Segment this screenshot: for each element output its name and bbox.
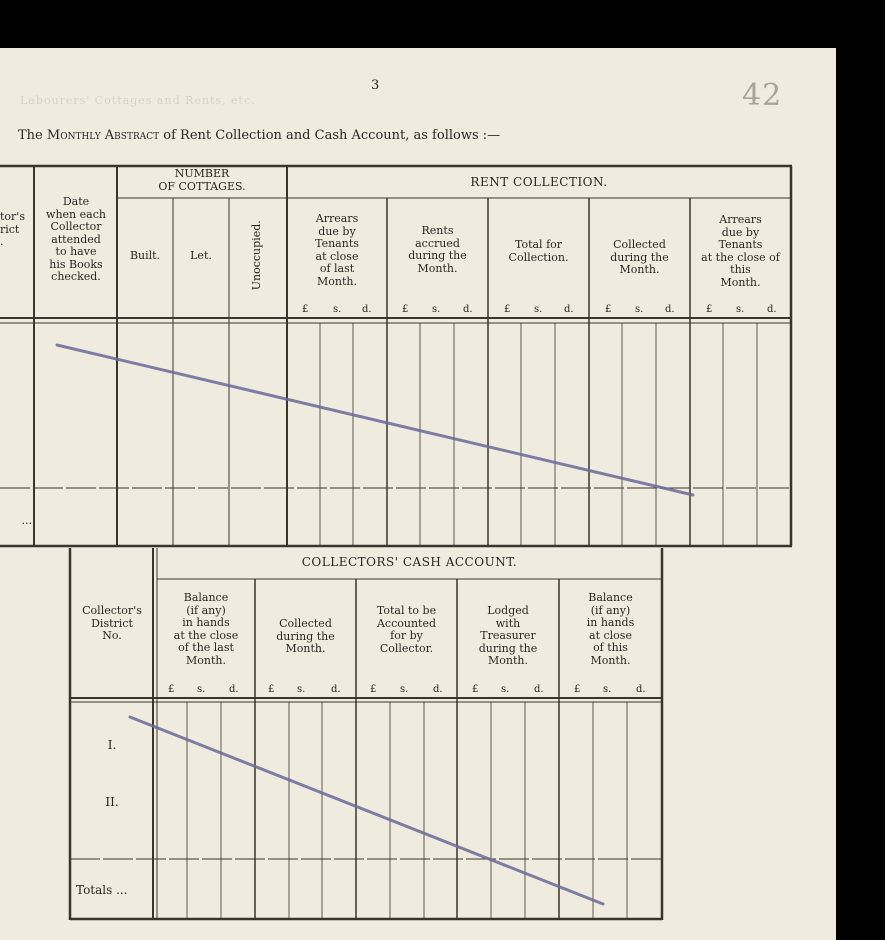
row-district-1: I. [107,738,117,752]
rent-collection-header: RENT COLLECTION. [470,175,608,189]
rent-col-total: Total for Collection. [508,238,569,264]
document-page: 3 42 Labourers' Cottages and Rents, etc. The Monthly Abstract of Rent Collection and Cash Account, as follows :— tor's rict . Date when each Collector attended to have his Books checked. NUMBER OF COTTAGES. RENT COLLECTION. Built. Let. Unoccupied. Arrears due by Tenants at close of last Month. Rents accrued during the Month. Total for Collection. Collected during the Month. Arrears due by Tenants at the close of this Month. £ s. d. £ s. d. £ s. d. £ s. d. £ s. d. ... COLLECTORS' CASH ACCOUNT. Collector's District No. Balance (if any) in hands at the close of the last Month. Collected during the Month. Total to be Accounted for by Collector. Lodged with Treasurer during the Month. Balance (if any) in hands at close of this Month. £ s. d. £ s. d. £ s. d. £ s. d. £ s. d. I. II. Totals ... [0,48,836,940]
cash-col-lodged: Lodged with Treasurer during the Month. [478,604,538,667]
rent-col-collected: Collected during the Month. [610,238,669,276]
cash-col-total-accounted: Total to be Accounted for by Collector. [376,604,437,655]
cash-col-balance-last: Balance (if any) in hands at the close of the last Month. [173,591,239,667]
rent-col-accrued: Rents accrued during the Month. [408,224,467,275]
intro-line: The Monthly Abstract of Rent Collection and Cash Account, as follows :— [18,128,501,143]
rent-col-arrears-this: Arrears due by Tenants at the close of this Month. [701,213,780,289]
page-number: 3 [371,78,380,93]
cash-account-title: COLLECTORS' CASH ACCOUNT. [301,555,518,569]
unoccupied-header: Unoccupied. [249,220,263,291]
collector-district-header: tor's rict . [0,210,25,248]
cash-col-balance-this: Balance (if any) in hands at close of this Month. [586,591,635,667]
cash-col-collected: Collected during the Month. [276,617,335,655]
bleed-through-text: Labourers' Cottages and Rents, etc. [20,94,256,107]
date-header: Date when each Collector attended to have his Books checked. [46,195,106,283]
built-header: Built. [129,249,161,262]
cash-district-header: Collector's District No. [82,604,142,642]
let-header: Let. [190,249,212,262]
rent-col-arrears-last: Arrears due by Tenants at close of last Month. [315,212,359,288]
folio-number: 42 [742,78,783,113]
totals-label: Totals ... [76,883,128,897]
row-district-2: II. [105,795,119,809]
cottages-group-header: NUMBER OF COTTAGES. [158,167,246,193]
totals-dots: ... [21,514,32,527]
